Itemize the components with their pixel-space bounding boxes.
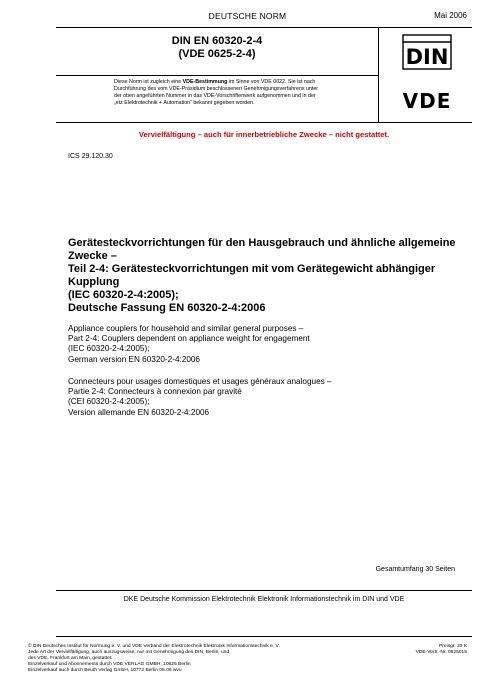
title-german-line: Deutsche Fassung EN 60320-2-4:2006 bbox=[68, 302, 266, 314]
title-french-line: Version allemande EN 60320-2-4:2006 bbox=[68, 407, 210, 417]
norm-type-header: DEUTSCHE NORM bbox=[208, 11, 287, 21]
notice-line1-bold: VDE-Bestimmung bbox=[182, 79, 228, 85]
din-logo-text: DIN bbox=[405, 45, 449, 69]
title-english-line: (IEC 60320-2-4:2005); bbox=[68, 344, 150, 354]
title-english-line: German version EN 60320-2-4:2006 bbox=[68, 354, 200, 364]
total-pages: Gesamtumfang 30 Seiten bbox=[375, 566, 455, 573]
vde-notice bbox=[114, 79, 374, 107]
notice-line2: Durchführung des vom VDE-Präsidium beschlossenen Genehmigungsverfahrens unter bbox=[114, 86, 319, 92]
notice-line1-suffix: im Sinne von VDE 0022. Sie ist nach bbox=[227, 79, 316, 85]
title-english bbox=[68, 324, 468, 365]
id-box-rule bbox=[56, 75, 378, 76]
notice-line3: der oben angeführten Nummer in das VDE-Vorschriftenwerk aufgenommen und in der bbox=[114, 93, 316, 99]
din-logo bbox=[389, 32, 465, 72]
dke-top-rule bbox=[56, 590, 472, 591]
title-german-line: Teil 2-4: Gerätesteckvorrichtungen mit vom Gerätegewicht abhängiger bbox=[68, 263, 436, 275]
ics-code: ICS 29.120.30 bbox=[68, 153, 113, 160]
issue-date: Mai 2006 bbox=[434, 11, 467, 20]
vde-logo bbox=[389, 84, 465, 116]
title-french bbox=[68, 377, 468, 418]
footer-line: des VDE, Frankfurt am Main, gestattet. bbox=[28, 656, 113, 661]
document-number-din: DIN EN 60320-2-4 bbox=[171, 35, 263, 47]
title-german-line: (IEC 60320-2-4:2005); bbox=[68, 289, 179, 301]
price-footer bbox=[416, 644, 467, 656]
notice-line4: „etz Elektrotechnik + Automation“ bekannt gegeben worden. bbox=[114, 100, 255, 106]
footer-line: Jede Art der Vervielfältigung, auch auszugsweise, nur mit Genehmigung des DIN, Berlin, und bbox=[28, 650, 230, 655]
title-french-line: Connecteurs pour usages domestiques et usages généraux analogues – bbox=[68, 377, 332, 386]
notice-line1-prefix: Diese Norm ist zugleich eine bbox=[114, 79, 183, 85]
dke-line: DKE Deutsche Kommission Elektrotechnik Elektronik Informationstechnik im DIN und VDE bbox=[123, 596, 405, 603]
price-group: Preisgr. 20 K bbox=[439, 644, 467, 649]
footer-line: Einzelverkauf und Abonnements durch VDE VERLAG GMBH, 10625 Berlin bbox=[28, 662, 191, 667]
footer-line: © DIN Deutsches Institut für Normung e. V. und VDE Verband der Elektrotechnik Elektronik Informationstechnik e. V. bbox=[28, 644, 280, 649]
title-german-line: Gerätesteckvorrichtungen für den Hausgebrauch und ähnliche allgemeine bbox=[68, 237, 456, 249]
title-english-line: Appliance couplers for household and similar general purposes – bbox=[68, 324, 304, 333]
title-german bbox=[68, 237, 468, 315]
title-french-line: Partie 2-4: Connecteurs à connexion par gravité bbox=[68, 387, 242, 397]
footer-line: Einzelverkauf auch durch Beuth Verlag GmbH, 10772 Berlin 05.06 wvu bbox=[28, 668, 182, 673]
title-french-line: (CEI 60320-2-4:2005); bbox=[68, 397, 150, 407]
title-german-line: Kupplung bbox=[68, 276, 120, 288]
reproduction-warning: Vervielfältigung – auch für innerbetriebliche Zwecke – nicht gestattet. bbox=[138, 130, 390, 139]
document-number-vde: (VDE 0625-2-4) bbox=[178, 48, 256, 60]
notice-box-rule bbox=[56, 122, 472, 123]
title-german-line: Zwecke – bbox=[68, 250, 117, 262]
copyright-footer bbox=[28, 644, 368, 674]
footer-rule bbox=[56, 636, 472, 637]
logo-divider bbox=[378, 27, 379, 122]
top-rule bbox=[56, 27, 472, 28]
vde-logo-text: VDE bbox=[402, 89, 452, 113]
title-english-line: Part 2-4: Couplers dependent on appliance weight for engagement bbox=[68, 334, 310, 344]
document-number bbox=[56, 35, 378, 61]
vde-order-number: VDE-Vertr.-Nr. 0625015 bbox=[415, 650, 467, 655]
